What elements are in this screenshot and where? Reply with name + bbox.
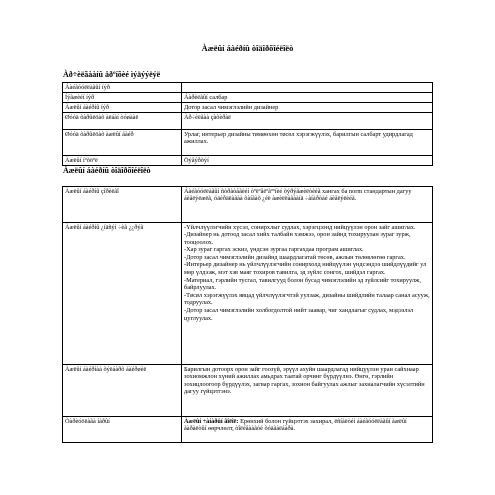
- table-cell-label: Àæëûí íºõöºë: [63, 156, 182, 166]
- job-description-table: [62, 186, 433, 443]
- value-bold-lead: Àæëûí ÷àíàðûí ãîëîë:: [184, 417, 239, 425]
- table-cell-value: [182, 83, 433, 93]
- table-row: [63, 156, 433, 166]
- table-cell-value: Áàéãóóëëàãûí ñòðàòåãèéí òºëºâëºãººíèé õýðýãæèëòèéã хангах ба norm стандартын дагуу áèåëýëæëã, óäèðäëàãàà õàíãàõ ¿éë àæèëëàãààíä ÷àíàðòàé áèåëýëèéã.: [182, 187, 433, 223]
- table-row: [63, 130, 433, 156]
- table-cell-value: Барилгын дотоорх орон зайг гоозүй, эрүүл ахуйн шаардлагад нийцүүлэн уран сайхнаар зохиомжлон хүний ажиллах амьдрах таатай орчинг бүрдүүлнэ. Өнгө, гэрлийн зохицлоогоор бүрдүүлэх, загвар гаргах, зохион байгуулах ажлыг захиалагчийн хүсэлтийн дагуу гүйцэтгэнэ.: [182, 365, 433, 417]
- table-row: [63, 103, 433, 113]
- list-item: -Хар зураг гаргах эскиз, үндсэн зургаа гаргахдаа програм ашиглах.: [184, 246, 364, 254]
- table-cell-value: Öýâýðõýí: [182, 156, 433, 166]
- table-cell-value: Урлаг, интерьер дизайны тøмøөхөн тøсөл хэрэгжүүлэх, барилгын салбарт удирдлагад ажиллах.: [182, 130, 433, 156]
- table-cell-label: Õàðèóöëàãà íàðûí: [63, 417, 182, 443]
- table-cell-label: Àæëûí áàéðíû ¿íäñýí ÷èã ¿¿ðýã: [63, 223, 182, 365]
- list-item: -Тøсøл хэрэгжүүлэх явцад үйлчлүүлэгчтэй уулзаж, дизайны шийдлийн талаар санал асууж, тодруулах.: [184, 291, 430, 307]
- table-row: [63, 83, 433, 93]
- table-cell-label: Àæëûí áàéðíû íýð: [63, 103, 182, 113]
- table-cell-value: Дотор засал чимэглэлийн дизайнер: [182, 103, 433, 113]
- table-cell-label: Øóóä õàðûëöàõ àæëûí áàéð: [63, 130, 182, 156]
- table-cell-value: [182, 417, 433, 443]
- list-item: -Материал, гэрлийн тусгал, тавилгууд болон бусад чимэглэлийн эд зүйлсийг тохируулж, байрлуулах.: [184, 276, 421, 292]
- general-info-table: [62, 82, 433, 166]
- value-text: Ерөнхий болон гүйцэтгэх захирал, ёñíàëòéí áàéãóóëëàãûí àæëûí ãàðàëòûí өөрчлөлт, òîëéâààãóé õóäãàëáàðà.: [184, 417, 407, 433]
- table-row: [63, 93, 433, 103]
- section-heading-description: Àæëûí áàéðíû òîäîðõîéëîëò: [63, 166, 151, 175]
- table-cell-bullets: [182, 223, 433, 365]
- table-cell-label: Àæëûí áàéðíàà õýëáàðõ áàéðøèë: [63, 365, 182, 417]
- table-cell-label: Øóóä õàðûëöàõ àëáàí òóøààë: [63, 113, 182, 130]
- list-item: -Дотор засал чимэглэлийн дизайнд шаардлагатай төсөв, ажлын төлөвлөгөө гаргах.: [184, 253, 406, 261]
- table-row: [63, 113, 433, 130]
- table-row: [63, 223, 433, 365]
- table-cell-value: Àð÷èëãàà çàõèðàë: [182, 113, 433, 130]
- list-item: -Интерьер дизайнер нь үйлчлүүлэгчийн сонирхолд нийцүүлэн үндсэндээ шийдлүүдийг ул мөр үлдээж, мэт хэв маяг тохиров тавилга, эд зүйлс сонгох, шийдэл гаргах.: [184, 261, 427, 277]
- section-heading-general: Àð÷èëãààíû åðºíõèé ìýäýýëýë: [63, 70, 161, 79]
- table-cell-label: Áàéãóóëëàãûí íýð: [63, 83, 182, 93]
- table-cell-value: Áàðèëãûí салбар: [182, 93, 433, 103]
- table-row: [63, 187, 433, 223]
- list-item: -Дизайнер нь дотоод засал хийх талбайн хэмжээ, орон зайнд тохируулан зураг зурж, тооцоолох.: [184, 231, 411, 246]
- table-row: [63, 417, 433, 443]
- document-title: Àæëûí áàéðíû òîäîðõîéëîëò: [201, 44, 294, 53]
- list-item: -Дотор засал чимэглэлийн холбогдолтой нийт заавар, чиг хандлагыг судлах, мэдээлэл цуглуулах.: [184, 307, 414, 322]
- table-row: [63, 365, 433, 417]
- list-item: -Үйлчлүүлэгчийн хүсэл, сонирхлыг судлах, хэрэгцээнд нийцүүлэн орон зайг ашиглах.: [184, 223, 416, 231]
- table-cell-label: Íýãæèéí íýð: [63, 93, 182, 103]
- table-cell-label: Àæëûí áàéðíû çîðèëãî: [63, 187, 182, 223]
